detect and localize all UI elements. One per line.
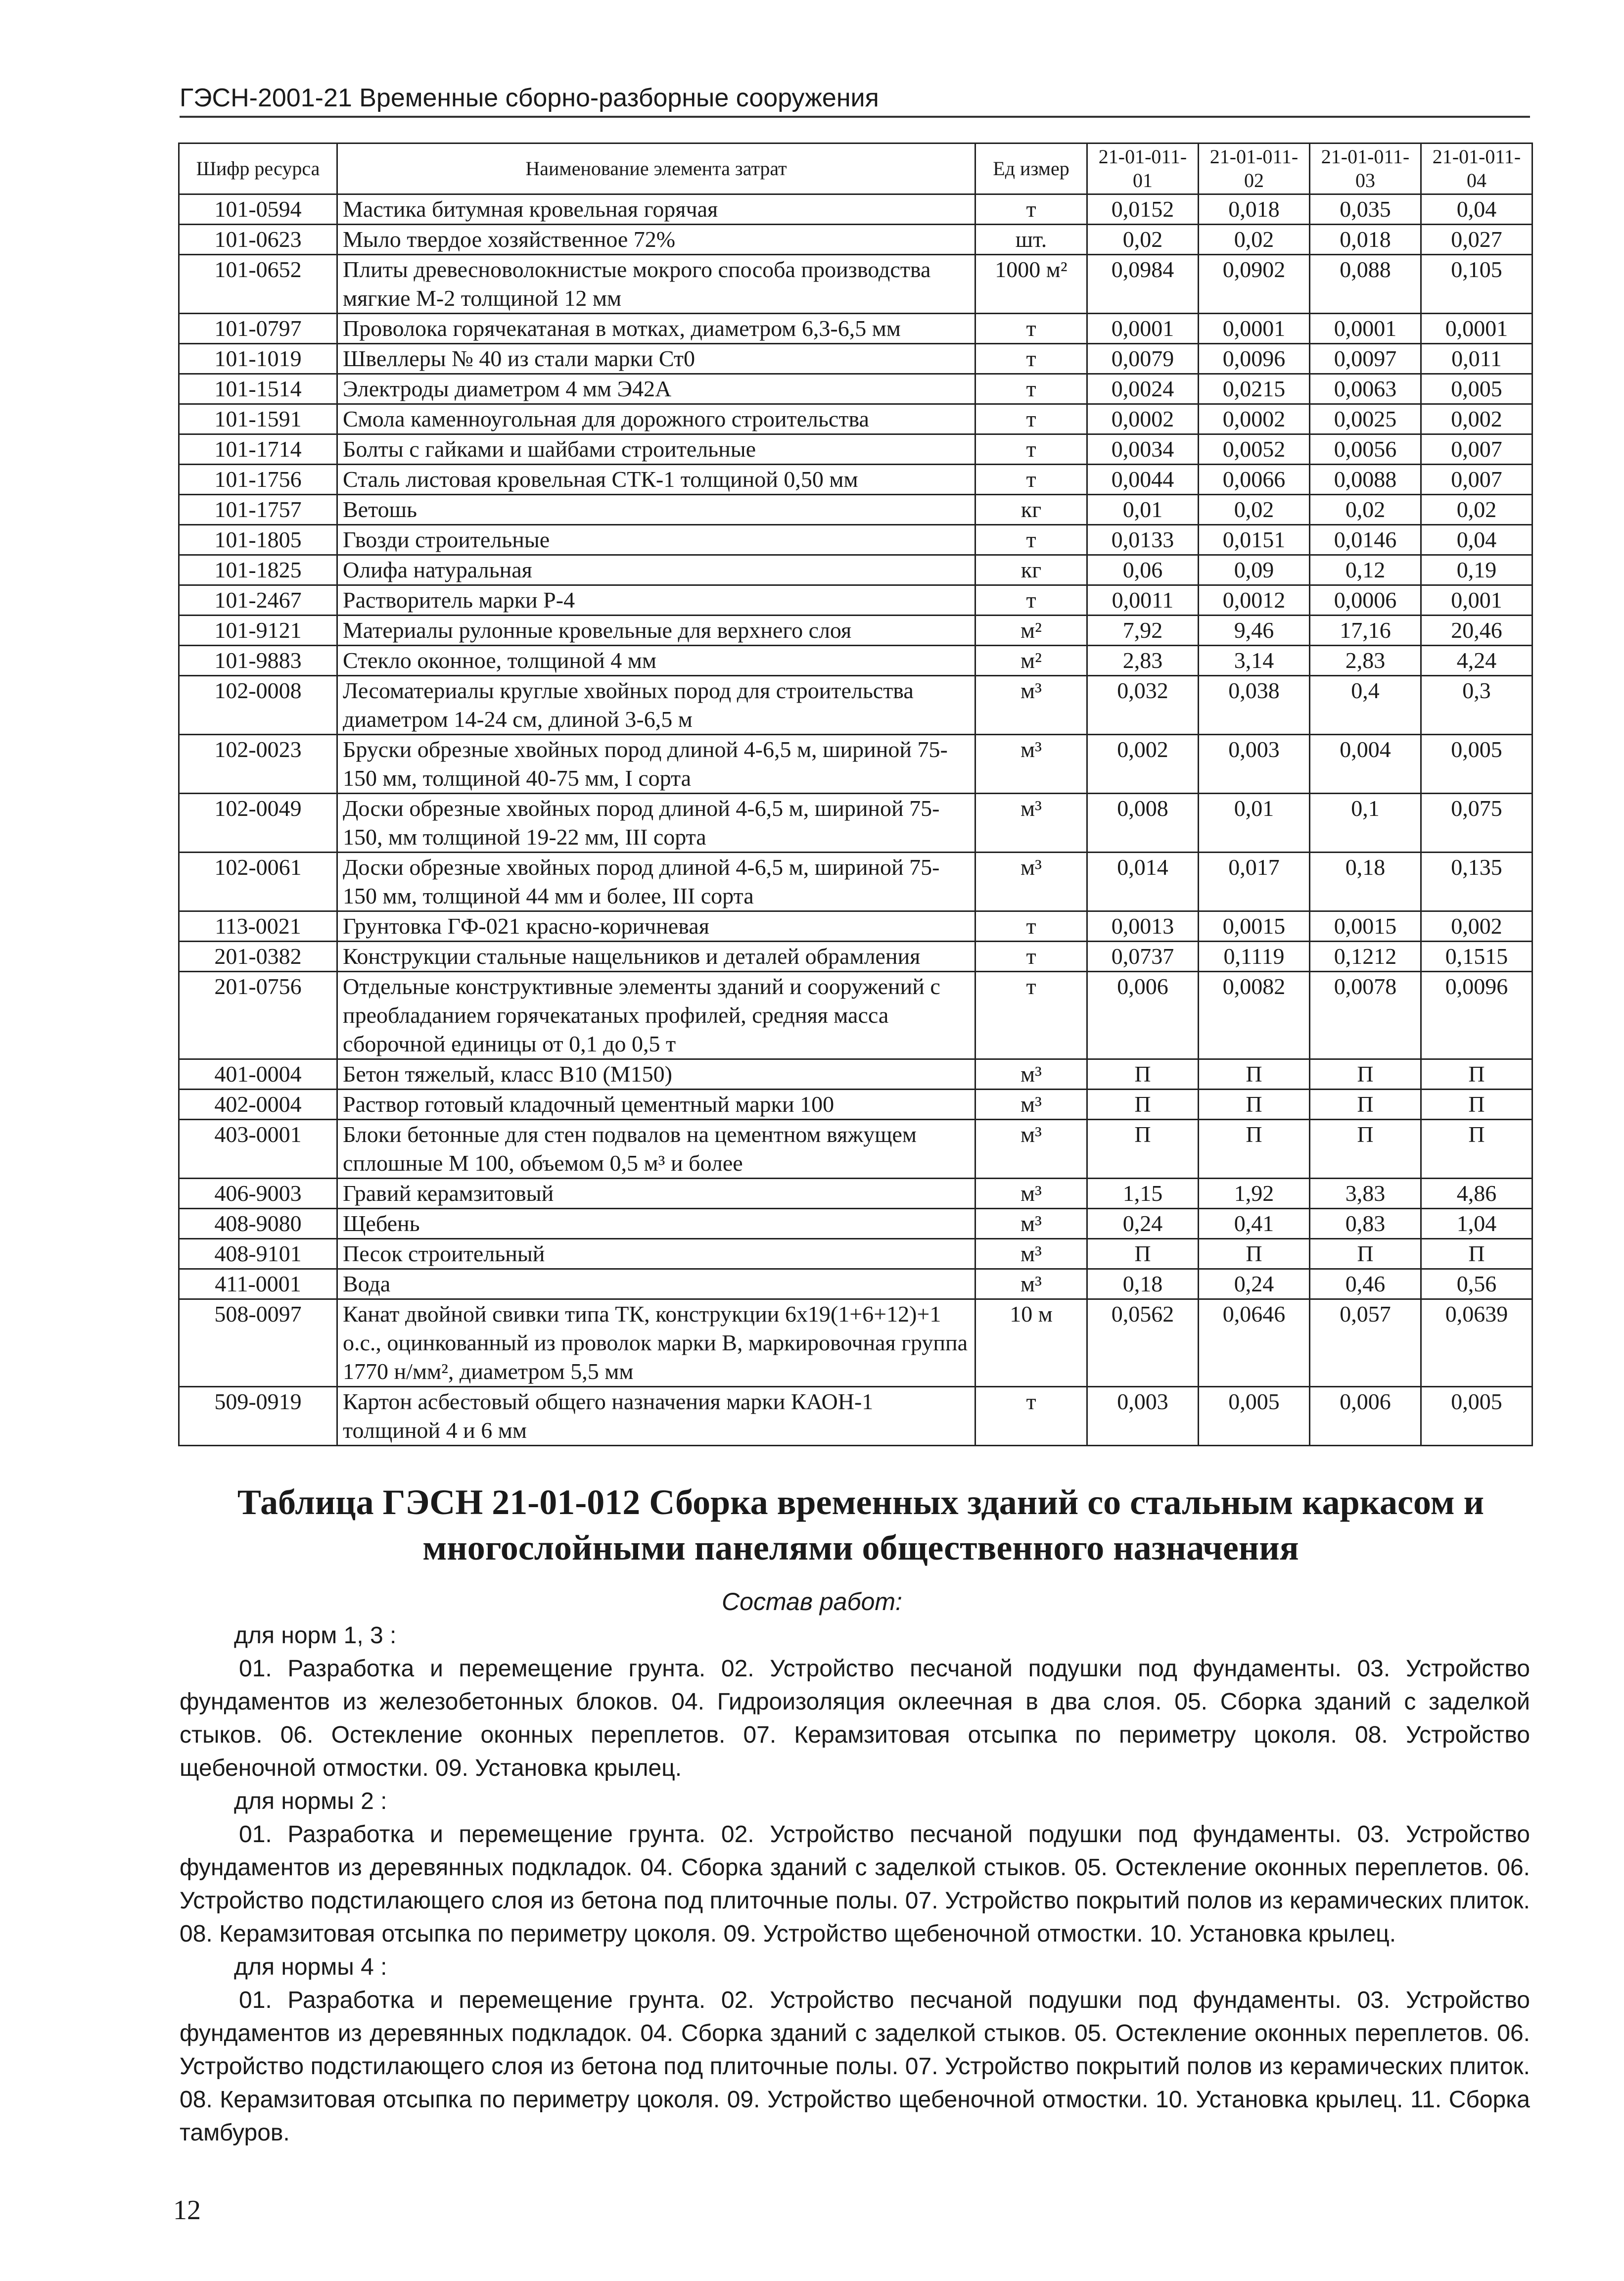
norm-group-label: для нормы 4 : <box>234 1954 387 1980</box>
resource-name: Олифа натуральная <box>337 555 975 585</box>
value-cell: П <box>1199 1090 1310 1120</box>
value-cell: 7,92 <box>1087 616 1199 646</box>
unit-cell: т <box>975 972 1087 1059</box>
value-cell: 0,0052 <box>1199 434 1310 465</box>
resource-name: Раствор готовый кладочный цементный марки 100 <box>337 1090 975 1120</box>
value-cell: 0,01 <box>1087 495 1199 525</box>
value-cell: П <box>1421 1120 1532 1179</box>
value-cell: 0,011 <box>1421 344 1532 374</box>
resource-name: Отдельные конструктивные элементы зданий и сооружений с преобладанием горячекатаных профилей, средняя масса сборочной единицы от 0,1 до 0,5 т <box>337 972 975 1059</box>
resource-code: 401-0004 <box>179 1059 337 1090</box>
value-cell: 0,04 <box>1421 525 1532 555</box>
table-header-row <box>179 143 1532 194</box>
value-cell: 0,006 <box>1310 1387 1421 1446</box>
resource-name: Болты с гайками и шайбами строительные <box>337 434 975 465</box>
resource-code: 101-0797 <box>179 314 337 344</box>
resource-code: 403-0001 <box>179 1120 337 1179</box>
value-cell: 0,1 <box>1310 794 1421 853</box>
resource-name: Проволока горячекатаная в мотках, диаметром 6,3-6,5 мм <box>337 314 975 344</box>
value-cell: 0,18 <box>1310 853 1421 911</box>
resource-name: Лесоматериалы круглые хвойных пород для строительства диаметром 14-24 см, длиной 3-6,5 м <box>337 676 975 735</box>
value-cell: 0,004 <box>1310 735 1421 794</box>
value-cell: П <box>1310 1120 1421 1179</box>
unit-cell: м³ <box>975 1269 1087 1299</box>
value-cell: 0,24 <box>1199 1269 1310 1299</box>
resource-code: 101-1591 <box>179 404 337 434</box>
value-cell: 0,0034 <box>1087 434 1199 465</box>
resource-code: 101-1825 <box>179 555 337 585</box>
work-composition-heading: Состав работ: <box>722 1588 902 1616</box>
resource-code: 411-0001 <box>179 1269 337 1299</box>
value-cell: П <box>1199 1120 1310 1179</box>
value-cell: 0,0024 <box>1087 374 1199 404</box>
value-cell: 0,1515 <box>1421 942 1532 972</box>
value-cell: 0,0737 <box>1087 942 1199 972</box>
norm-group-label: для нормы 2 : <box>234 1788 387 1814</box>
value-cell: 0,0011 <box>1087 585 1199 616</box>
col-header-code: Шифр ресурса <box>179 143 337 194</box>
value-cell: 0,032 <box>1087 676 1199 735</box>
resource-name: Конструкции стальные нащельников и деталей обрамления <box>337 942 975 972</box>
value-cell: П <box>1087 1059 1199 1090</box>
resource-name: Стекло оконное, толщиной 4 мм <box>337 646 975 676</box>
value-cell: П <box>1421 1059 1532 1090</box>
resource-name: Щебень <box>337 1209 975 1239</box>
value-cell: 0,018 <box>1199 194 1310 225</box>
table-row <box>179 616 1532 646</box>
value-cell: 0,1119 <box>1199 942 1310 972</box>
value-cell: 0,088 <box>1310 255 1421 314</box>
value-cell: 0,83 <box>1310 1209 1421 1239</box>
value-cell: 0,0001 <box>1310 314 1421 344</box>
value-cell: П <box>1199 1239 1310 1269</box>
unit-cell: м³ <box>975 1059 1087 1090</box>
unit-cell: м³ <box>975 735 1087 794</box>
value-cell: 0,005 <box>1421 1387 1532 1446</box>
resource-name: Песок строительный <box>337 1239 975 1269</box>
unit-cell: т <box>975 942 1087 972</box>
value-cell: 0,0002 <box>1199 404 1310 434</box>
value-cell: 0,0215 <box>1199 374 1310 404</box>
value-cell: 0,01 <box>1199 794 1310 853</box>
value-cell: 0,18 <box>1087 1269 1199 1299</box>
resource-name: Растворитель марки Р-4 <box>337 585 975 616</box>
value-cell: 0,002 <box>1421 911 1532 942</box>
resource-code: 201-0756 <box>179 972 337 1059</box>
value-cell: 0,017 <box>1199 853 1310 911</box>
resource-name: Гравий керамзитовый <box>337 1179 975 1209</box>
resource-code: 408-9080 <box>179 1209 337 1239</box>
resource-name: Электроды диаметром 4 мм Э42А <box>337 374 975 404</box>
value-cell: 17,16 <box>1310 616 1421 646</box>
value-cell: 0,4 <box>1310 676 1421 735</box>
value-cell: 0,0078 <box>1310 972 1421 1059</box>
value-cell: 0,0015 <box>1310 911 1421 942</box>
value-cell: 0,035 <box>1310 194 1421 225</box>
resource-name: Швеллеры № 40 из стали марки Ст0 <box>337 344 975 374</box>
value-cell: 0,06 <box>1087 555 1199 585</box>
value-cell: 0,1212 <box>1310 942 1421 972</box>
resource-code: 102-0049 <box>179 794 337 853</box>
value-cell: 0,0133 <box>1087 525 1199 555</box>
value-cell: 1,04 <box>1421 1209 1532 1239</box>
value-cell: П <box>1087 1090 1199 1120</box>
value-cell: 0,075 <box>1421 794 1532 853</box>
resource-code: 101-9883 <box>179 646 337 676</box>
value-cell: 0,0097 <box>1310 344 1421 374</box>
value-cell: П <box>1310 1059 1421 1090</box>
unit-cell: т <box>975 404 1087 434</box>
value-cell: 0,0006 <box>1310 585 1421 616</box>
unit-cell: т <box>975 314 1087 344</box>
value-cell: 0,007 <box>1421 465 1532 495</box>
resource-code: 402-0004 <box>179 1090 337 1120</box>
resource-name: Мыло твердое хозяйственное 72% <box>337 225 975 255</box>
value-cell: П <box>1087 1120 1199 1179</box>
value-cell: 0,0056 <box>1310 434 1421 465</box>
value-cell: 0,0152 <box>1087 194 1199 225</box>
value-cell: 1,92 <box>1199 1179 1310 1209</box>
value-cell: 2,83 <box>1310 646 1421 676</box>
resource-name: Сталь листовая кровельная СТК-1 толщиной 0,50 мм <box>337 465 975 495</box>
value-cell: П <box>1199 1059 1310 1090</box>
value-cell: 3,83 <box>1310 1179 1421 1209</box>
resource-code: 101-0623 <box>179 225 337 255</box>
table-row <box>179 374 1532 404</box>
resource-name: Гвозди строительные <box>337 525 975 555</box>
table-row <box>179 1120 1532 1179</box>
table-row <box>179 225 1532 255</box>
value-cell: 4,24 <box>1421 646 1532 676</box>
table-row <box>179 194 1532 225</box>
unit-cell: м³ <box>975 676 1087 735</box>
table-row <box>179 646 1532 676</box>
resource-name: Материалы рулонные кровельные для верхнего слоя <box>337 616 975 646</box>
value-cell: 0,0013 <box>1087 911 1199 942</box>
unit-cell: м³ <box>975 1209 1087 1239</box>
resource-name: Канат двойной свивки типа ТК, конструкции 6х19(1+6+12)+1 о.с., оцинкованный из проволок марки В, маркировочная группа 1770 н/мм², диаметром 5,5 мм <box>337 1299 975 1387</box>
table-row <box>179 794 1532 853</box>
value-cell: 0,12 <box>1310 555 1421 585</box>
unit-cell: т <box>975 194 1087 225</box>
resource-name: Доски обрезные хвойных пород длиной 4-6,5 м, шириной 75-150, мм толщиной 19-22 мм, III сорта <box>337 794 975 853</box>
unit-cell: т <box>975 434 1087 465</box>
value-cell: 0,02 <box>1199 495 1310 525</box>
value-cell: 0,003 <box>1087 1387 1199 1446</box>
value-cell: 0,027 <box>1421 225 1532 255</box>
value-cell: П <box>1310 1090 1421 1120</box>
value-cell: П <box>1087 1239 1199 1269</box>
value-cell: П <box>1421 1239 1532 1269</box>
value-cell: 0,0079 <box>1087 344 1199 374</box>
value-cell: 0,0646 <box>1199 1299 1310 1387</box>
resource-name: Доски обрезные хвойных пород длиной 4-6,5 м, шириной 75-150 мм, толщиной 44 мм и более, III сорта <box>337 853 975 911</box>
resource-code: 101-0652 <box>179 255 337 314</box>
value-cell: П <box>1421 1090 1532 1120</box>
value-cell: 0,02 <box>1421 495 1532 525</box>
value-cell: 0,56 <box>1421 1269 1532 1299</box>
value-cell: 0,3 <box>1421 676 1532 735</box>
value-cell: 0,0044 <box>1087 465 1199 495</box>
norm-group-label: для норм 1, 3 : <box>234 1622 397 1649</box>
value-cell: 0,006 <box>1087 972 1199 1059</box>
value-cell: 0,005 <box>1199 1387 1310 1446</box>
value-cell: 0,0146 <box>1310 525 1421 555</box>
value-cell: 0,0639 <box>1421 1299 1532 1387</box>
table-row <box>179 314 1532 344</box>
value-cell: 0,0063 <box>1310 374 1421 404</box>
value-cell: 0,0012 <box>1199 585 1310 616</box>
value-cell: 0,0082 <box>1199 972 1310 1059</box>
resource-code: 406-9003 <box>179 1179 337 1209</box>
work-list: 01. Разработка и перемещение грунта. 02. Устройство песчаной подушки под фундаменты. 03. Устройство фундаментов из деревянных подкладок. 04. Сборка зданий с заделкой стыков. 05. Остекление оконных переплетов. 06. Устройство подстилающего слоя из бетона под плиточные полы. 07. Устройство покрытий полов из керамических плиток. 08. Керамзитовая отсыпка по периметру цоколя. 09. Устройство щебеночной отмостки. 10. Установка крылец. 11. Сборка тамбуров. <box>180 1987 1530 2146</box>
table-row <box>179 1269 1532 1299</box>
value-cell: 0,41 <box>1199 1209 1310 1239</box>
value-cell: 0,014 <box>1087 853 1199 911</box>
value-cell: 9,46 <box>1199 616 1310 646</box>
table-row <box>179 1059 1532 1090</box>
value-cell: 0,02 <box>1199 225 1310 255</box>
unit-cell: м³ <box>975 1239 1087 1269</box>
value-cell: 0,46 <box>1310 1269 1421 1299</box>
resource-code: 101-9121 <box>179 616 337 646</box>
table-row <box>179 525 1532 555</box>
resource-code: 408-9101 <box>179 1239 337 1269</box>
resource-name: Бетон тяжелый, класс В10 (М150) <box>337 1059 975 1090</box>
unit-cell: м² <box>975 646 1087 676</box>
table-row <box>179 555 1532 585</box>
resource-code: 113-0021 <box>179 911 337 942</box>
resource-name: Вода <box>337 1269 975 1299</box>
table-row <box>179 1387 1532 1446</box>
value-cell: 0,0025 <box>1310 404 1421 434</box>
work-list: 01. Разработка и перемещение грунта. 02. Устройство песчаной подушки под фундаменты. 03. Устройство фундаментов из железобетонных блоков. 04. Гидроизоляция оклеечная в два слоя. 05. Сборка зданий с заделкой стыков. 06. Остекление оконных переплетов. 07. Керамзитовая отсыпка по периметру цоколя. 08. Устройство щебеночной отмостки. 09. Установка крылец. <box>180 1656 1530 1781</box>
col-header-norm-1: 21-01-011-01 <box>1087 143 1199 194</box>
table-row <box>179 495 1532 525</box>
value-cell: 0,0002 <box>1087 404 1199 434</box>
unit-cell: кг <box>975 555 1087 585</box>
resource-name: Ветошь <box>337 495 975 525</box>
value-cell: 0,0096 <box>1199 344 1310 374</box>
col-header-norm-4: 21-01-011-04 <box>1421 143 1532 194</box>
table-row <box>179 344 1532 374</box>
value-cell: 0,018 <box>1310 225 1421 255</box>
value-cell: 0,0066 <box>1199 465 1310 495</box>
unit-cell: 1000 м² <box>975 255 1087 314</box>
unit-cell: т <box>975 585 1087 616</box>
table-row <box>179 585 1532 616</box>
value-cell: 0,008 <box>1087 794 1199 853</box>
value-cell: 0,04 <box>1421 194 1532 225</box>
value-cell: 0,24 <box>1087 1209 1199 1239</box>
value-cell: 0,0096 <box>1421 972 1532 1059</box>
unit-cell: м³ <box>975 794 1087 853</box>
resource-name: Плиты древесноволокнистые мокрого способа производства мягкие М-2 толщиной 12 мм <box>337 255 975 314</box>
unit-cell: 10 м <box>975 1299 1087 1387</box>
value-cell: 0,002 <box>1087 735 1199 794</box>
table-row <box>179 1179 1532 1209</box>
unit-cell: т <box>975 911 1087 942</box>
table-row <box>179 465 1532 495</box>
value-cell: 4,86 <box>1421 1179 1532 1209</box>
unit-cell: т <box>975 1387 1087 1446</box>
unit-cell: м² <box>975 616 1087 646</box>
value-cell: 0,0001 <box>1199 314 1310 344</box>
col-header-norm-2: 21-01-011-02 <box>1199 143 1310 194</box>
resource-code: 101-1756 <box>179 465 337 495</box>
resource-code: 101-1514 <box>179 374 337 404</box>
table-row <box>179 942 1532 972</box>
table-row <box>179 255 1532 314</box>
value-cell: 0,02 <box>1087 225 1199 255</box>
col-header-norm-3: 21-01-011-03 <box>1310 143 1421 194</box>
resource-code: 101-1019 <box>179 344 337 374</box>
resource-code: 509-0919 <box>179 1387 337 1446</box>
table-row <box>179 434 1532 465</box>
resource-name: Блоки бетонные для стен подвалов на цементном вяжущем сплошные М 100, объемом 0,5 м³ и более <box>337 1120 975 1179</box>
table-row <box>179 1239 1532 1269</box>
table-row <box>179 404 1532 434</box>
unit-cell: м³ <box>975 1090 1087 1120</box>
value-cell: 0,001 <box>1421 585 1532 616</box>
table-row <box>179 911 1532 942</box>
col-header-unit: Ед измер <box>975 143 1087 194</box>
value-cell: 0,002 <box>1421 404 1532 434</box>
resource-code: 102-0008 <box>179 676 337 735</box>
resource-name: Мастика битумная кровельная горячая <box>337 194 975 225</box>
value-cell: 0,0151 <box>1199 525 1310 555</box>
unit-cell: т <box>975 525 1087 555</box>
value-cell: 0,038 <box>1199 676 1310 735</box>
resource-code: 101-2467 <box>179 585 337 616</box>
table-row <box>179 853 1532 911</box>
value-cell: 20,46 <box>1421 616 1532 646</box>
value-cell: 0,0984 <box>1087 255 1199 314</box>
value-cell: 0,0562 <box>1087 1299 1199 1387</box>
value-cell: 3,14 <box>1199 646 1310 676</box>
table-row <box>179 972 1532 1059</box>
resource-code: 102-0023 <box>179 735 337 794</box>
table-row <box>179 676 1532 735</box>
value-cell: 0,0001 <box>1087 314 1199 344</box>
resource-code: 102-0061 <box>179 853 337 911</box>
value-cell: 0,105 <box>1421 255 1532 314</box>
unit-cell: м³ <box>975 1120 1087 1179</box>
value-cell: 0,0001 <box>1421 314 1532 344</box>
resource-name: Картон асбестовый общего назначения марки КАОН-1 толщиной 4 и 6 мм <box>337 1387 975 1446</box>
value-cell: 0,005 <box>1421 735 1532 794</box>
unit-cell: т <box>975 374 1087 404</box>
value-cell: 0,057 <box>1310 1299 1421 1387</box>
resource-code: 101-1757 <box>179 495 337 525</box>
resource-code: 508-0097 <box>179 1299 337 1387</box>
unit-cell: кг <box>975 495 1087 525</box>
section-title: Таблица ГЭСН 21-01-012 Сборка временных зданий со стальным каркасом и многослойными панелями общественного назначения <box>237 1482 1485 1568</box>
value-cell: 0,0088 <box>1310 465 1421 495</box>
resource-name: Грунтовка ГФ-021 красно-коричневая <box>337 911 975 942</box>
table-row <box>179 1299 1532 1387</box>
table-row <box>179 1209 1532 1239</box>
resource-name: Бруски обрезные хвойных пород длиной 4-6,5 м, шириной 75-150 мм, толщиной 40-75 мм, I сорта <box>337 735 975 794</box>
unit-cell: т <box>975 465 1087 495</box>
work-composition <box>180 1619 1530 2149</box>
value-cell: 0,09 <box>1199 555 1310 585</box>
resource-code: 201-0382 <box>179 942 337 972</box>
table-row <box>179 1090 1532 1120</box>
unit-cell: т <box>975 344 1087 374</box>
value-cell: 0,003 <box>1199 735 1310 794</box>
resource-code: 101-1714 <box>179 434 337 465</box>
work-list: 01. Разработка и перемещение грунта. 02. Устройство песчаной подушки под фундаменты. 03. Устройство фундаментов из деревянных подкладок. 04. Сборка зданий с заделкой стыков. 05. Остекление оконных переплетов. 06. Устройство подстилающего слоя из бетона под плиточные полы. 07. Устройство покрытий полов из керамических плиток. 08. Керамзитовая отсыпка по периметру цоколя. 09. Устройство щебеночной отмостки. 10. Установка крылец. <box>180 1821 1530 1947</box>
value-cell: 0,02 <box>1310 495 1421 525</box>
unit-cell: м³ <box>975 853 1087 911</box>
value-cell: 0,19 <box>1421 555 1532 585</box>
value-cell: П <box>1310 1239 1421 1269</box>
unit-cell: м³ <box>975 1179 1087 1209</box>
page-number: 12 <box>173 2195 201 2226</box>
resource-name: Смола каменноугольная для дорожного строительства <box>337 404 975 434</box>
running-header: ГЭСН-2001-21 Временные сборно-разборные сооружения <box>180 83 1530 118</box>
resource-code: 101-1805 <box>179 525 337 555</box>
value-cell: 0,135 <box>1421 853 1532 911</box>
value-cell: 1,15 <box>1087 1179 1199 1209</box>
value-cell: 0,007 <box>1421 434 1532 465</box>
col-header-name: Наименование элемента затрат <box>337 143 975 194</box>
value-cell: 2,83 <box>1087 646 1199 676</box>
resource-code: 101-0594 <box>179 194 337 225</box>
value-cell: 0,0015 <box>1199 911 1310 942</box>
unit-cell: шт. <box>975 225 1087 255</box>
value-cell: 0,005 <box>1421 374 1532 404</box>
value-cell: 0,0902 <box>1199 255 1310 314</box>
table-row <box>179 735 1532 794</box>
resource-table <box>178 143 1533 1446</box>
